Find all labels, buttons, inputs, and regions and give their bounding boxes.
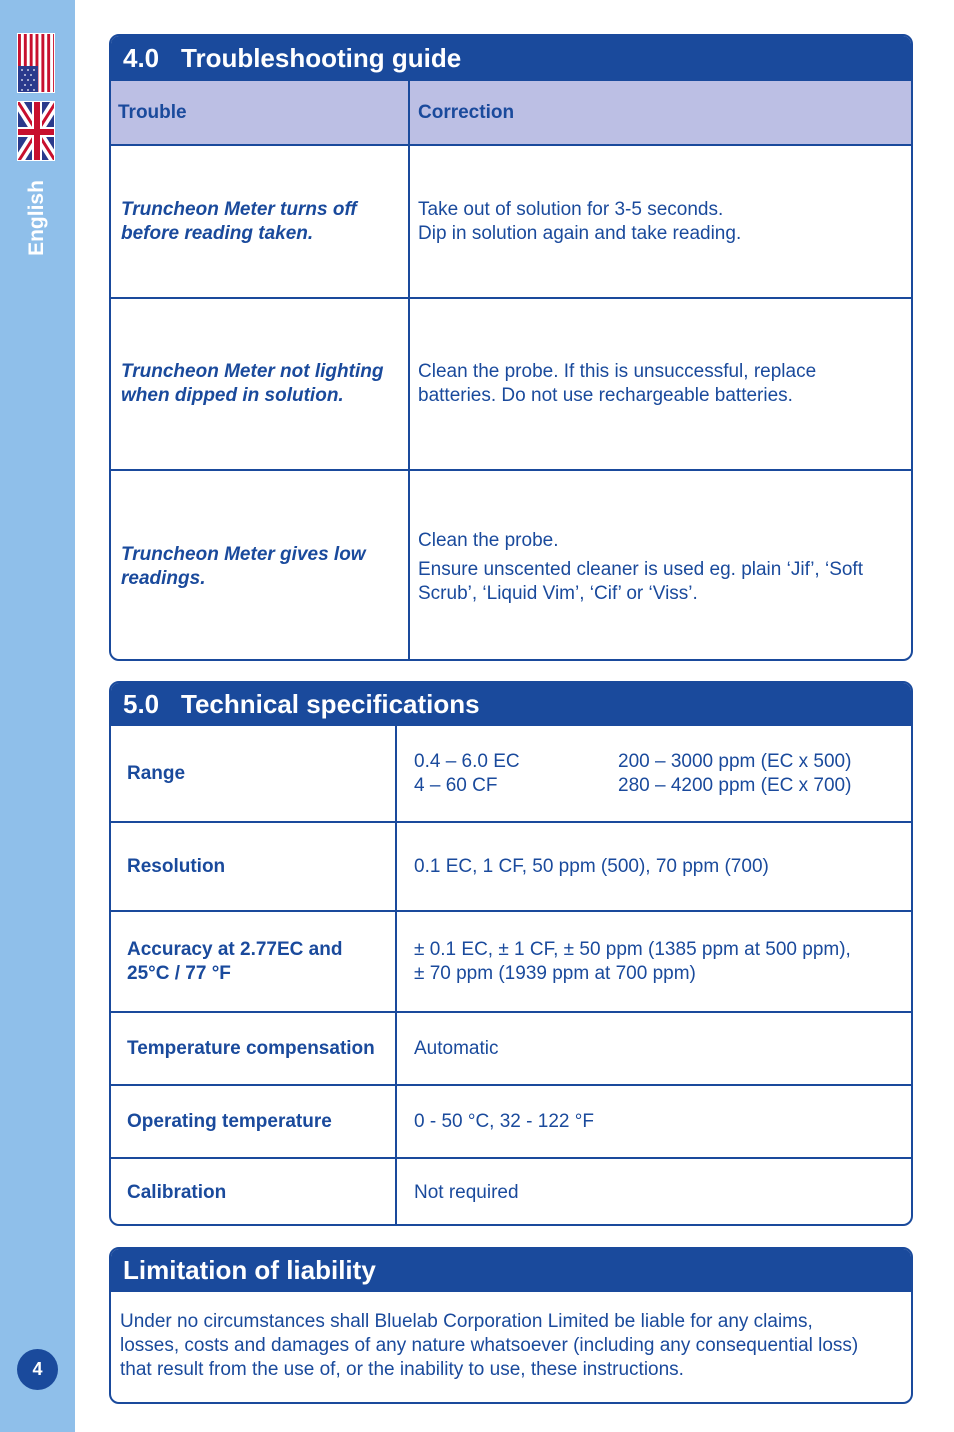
table-row [111,297,911,469]
spec-row-temperature-compensation [111,1011,911,1084]
table-row [111,469,911,661]
spec-value: 0 - 50 °C, 32 - 122 °F [414,1110,594,1132]
spec-value: Automatic [414,1037,499,1059]
technical-specifications-section [109,681,913,1226]
trouble-text: Truncheon Meter gives low readings. [121,544,366,589]
correction-text: Take out of solution for 3-5 seconds. Dip in solution again and take reading. [418,198,742,244]
correction-text: Clean the probe. [418,529,559,551]
section-header [111,683,911,726]
section-title: Limitation of liability [123,1255,376,1285]
spec-label: Range [111,726,397,821]
spec-row-resolution [111,821,911,910]
section-number: 5.0 [123,689,160,719]
us-flag-icon [17,33,55,93]
spec-label: Operating temperature [111,1086,397,1157]
spec-label: Resolution [111,823,397,910]
section-header [111,36,911,81]
section-title: Troubleshooting guide [181,43,462,73]
spec-row-calibration [111,1157,911,1226]
sidebar [0,0,75,1432]
language-label: English [25,180,48,256]
spec-row-range [111,726,911,821]
spec-value: ± 0.1 EC, ± 1 CF, ± 50 ppm (1385 ppm at 500 ppm), ± 70 ppm (1939 ppm at 700 ppm) [414,938,851,984]
trouble-text: Truncheon Meter not lighting when dipped in solution. [121,361,384,406]
page-number: 4 [17,1349,58,1390]
spec-value: 0.1 EC, 1 CF, 50 ppm (500), 70 ppm (700) [414,855,769,877]
liability-section [109,1247,913,1404]
correction-text: Ensure unscented cleaner is used eg. plain ‘Jif’, ‘Soft Scrub’, ‘Liquid Vim’, ‘Cif’ or ‘Viss’. [418,558,863,604]
section-header [111,1249,911,1292]
spec-label: Calibration [111,1159,397,1226]
spec-label: Temperature compensation [111,1013,397,1084]
column-header-trouble: Trouble [111,81,410,144]
column-header-correction: Correction [418,101,515,123]
correction-text: Clean the probe. If this is unsuccessful, replace batteries. Do not use rechargeable batteries. [418,361,817,406]
spec-label: Accuracy at 2.77EC and 25°C / 77 °F [111,912,397,1011]
spec-row-operating-temperature [111,1084,911,1157]
spec-value: Not required [414,1181,519,1203]
spec-row-accuracy [111,910,911,1011]
troubleshooting-section [109,34,913,661]
range-values: 0.4 – 6.0 EC 200 – 3000 ppm (EC x 500) 4 – 60 CF 280 – 4200 ppm (EC x 700) [414,750,852,796]
table-header-row [111,81,911,144]
section-title: Technical specifications [181,689,480,719]
section-number: 4.0 [123,43,160,73]
uk-flag-icon [17,101,55,161]
liability-text: Under no circumstances shall Bluelab Corporation Limited be liable for any claims, losses, costs and damages of any nature whatsoever (including any consequential loss) that result from the use of, or the inability to use, these instructions. [120,1311,859,1380]
trouble-text: Truncheon Meter turns off before reading taken. [121,198,357,244]
table-row [111,144,911,297]
